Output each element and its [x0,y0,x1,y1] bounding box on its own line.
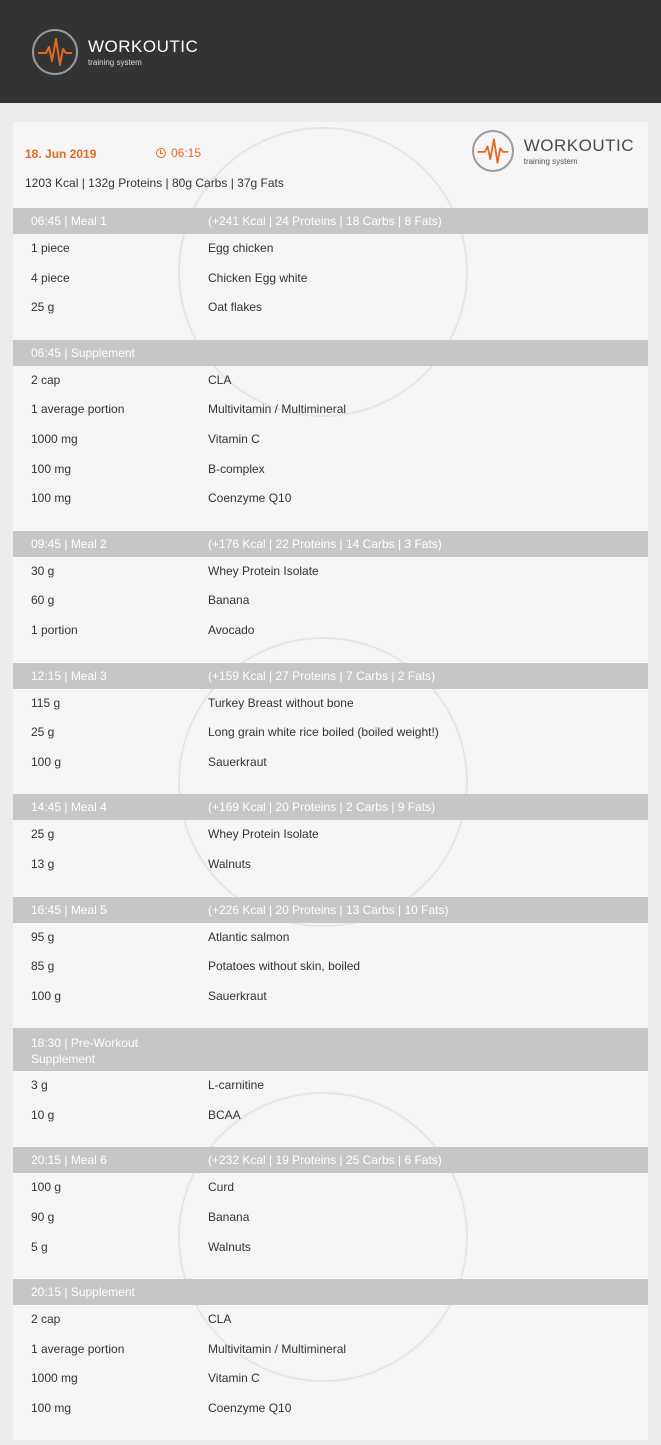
food-name: L-carnitine [208,1078,265,1093]
nutrition-plan-card [13,122,648,1440]
food-row [13,455,648,485]
food-name: Oat flakes [208,300,263,315]
meal-section-title: 06:45 | Meal 1 [31,214,107,228]
food-row [13,425,648,455]
food-name: B-complex [208,461,265,476]
food-amount: 85 g [31,959,55,974]
food-amount: 25 g [31,827,55,842]
meal-section-title: 16:45 | Meal 5 [31,902,107,917]
plan-time [156,146,201,160]
meal-section-title: 09:45 | Meal 2 [31,536,107,551]
food-name: Sauerkraut [208,988,267,1003]
meal-section [13,1147,648,1279]
food-name: Turkey Breast without bone [208,695,354,710]
food-name: Whey Protein Isolate [208,563,319,578]
meal-section [13,340,648,531]
food-row [13,689,648,719]
card-logo [472,130,634,172]
plan-time-value: 06:15 [171,146,202,160]
food-amount: 100 g [31,754,62,769]
meal-section-header [13,1279,648,1305]
meal-section-header [13,531,648,557]
food-row [13,1101,648,1131]
meal-section [13,1279,648,1440]
food-name: Banana [208,1210,250,1225]
meal-section-title: 20:15 | Supplement [31,1285,135,1300]
food-name: Vitamin C [208,1371,260,1386]
food-row [13,718,648,748]
food-name: Multivitamin / Multimineral [208,402,347,417]
app-header [0,0,661,103]
food-amount: 1 average portion [31,1341,125,1356]
food-row [13,1335,648,1365]
food-amount: 4 piece [31,270,70,285]
food-amount: 100 mg [31,461,72,476]
meal-section [13,208,648,340]
food-amount: 5 g [31,1239,48,1254]
meal-section [13,1028,648,1147]
food-name: Potatoes without skin, boiled [208,959,361,974]
food-row [13,395,648,425]
meal-section-title: 06:45 | Supplement [31,345,135,360]
meal-section [13,794,648,896]
food-amount: 60 g [31,593,55,608]
pulse-logo-icon [32,29,78,75]
brand-tagline: training system [88,58,142,67]
meal-section-header [13,794,648,820]
food-row [13,264,648,294]
food-name: Walnuts [208,1239,251,1254]
food-amount: 2 cap [31,1312,61,1327]
food-row [13,850,648,880]
food-row [13,1305,648,1335]
card-brand-name: WORKOUTIC [523,136,634,155]
food-name: Banana [208,593,250,608]
food-row [13,982,648,1012]
food-name: Atlantic salmon [208,929,290,944]
header-logo[interactable] [32,29,198,75]
meal-section-macros: (+159 Kcal | 27 Proteins | 7 Carbs | 2 Fats) [208,668,436,683]
food-name: Sauerkraut [208,754,267,769]
food-name: CLA [208,1312,232,1327]
food-amount: 13 g [31,856,55,871]
food-name: Avocado [208,622,255,637]
meal-section-title: 14:45 | Meal 4 [31,800,107,815]
food-amount: 1 average portion [31,402,125,417]
food-amount: 100 g [31,988,62,1003]
food-name: Chicken Egg white [208,270,308,285]
meal-section-macros: (+226 Kcal | 20 Proteins | 13 Carbs | 10 Fats) [208,902,449,917]
plan-totals: 1203 Kcal | 132g Proteins | 80g Carbs | 37g Fats [25,176,284,190]
meal-section-title: 20:15 | Meal 6 [31,1153,107,1168]
meal-list [13,208,648,1440]
meal-section [13,897,648,1029]
food-amount: 25 g [31,300,55,315]
food-name: Whey Protein Isolate [208,827,319,842]
food-row [13,484,648,514]
card-brand-tagline: training system [523,157,578,166]
meal-section-header [13,340,648,366]
meal-section [13,663,648,795]
food-row [13,952,648,982]
food-row [13,366,648,396]
food-name: Curd [208,1180,235,1195]
food-row [13,1394,648,1424]
food-amount: 3 g [31,1078,48,1093]
meal-section-title: 12:15 | Meal 3 [31,668,107,683]
food-row [13,748,648,778]
meal-section-header [13,663,648,689]
food-row [13,234,648,264]
food-name: Coenzyme Q10 [208,491,292,506]
meal-section-header [13,1028,648,1071]
meal-section-header [13,208,648,234]
meal-section-header [13,897,648,923]
food-amount: 90 g [31,1210,55,1225]
food-amount: 25 g [31,725,55,740]
food-amount: 1 piece [31,241,70,255]
food-amount: 10 g [31,1107,55,1122]
food-row [13,1173,648,1203]
food-amount: 1000 mg [31,1371,78,1386]
meal-section-macros: (+176 Kcal | 22 Proteins | 14 Carbs | 3 Fats) [208,536,442,551]
food-name: CLA [208,372,232,387]
food-amount: 115 g [31,695,61,710]
food-amount: 1000 mg [31,431,78,446]
plan-summary [13,122,648,208]
food-row [13,616,648,646]
food-name: Egg chicken [208,241,274,255]
food-name: Coenzyme Q10 [208,1401,292,1416]
food-amount: 30 g [31,563,55,578]
food-amount: 100 mg [31,1401,72,1416]
meal-section-macros: (+169 Kcal | 20 Proteins | 2 Carbs | 9 Fats) [208,800,436,815]
food-name: Vitamin C [208,431,260,446]
food-amount: 1 portion [31,622,78,637]
meal-section-macros: (+232 Kcal | 19 Proteins | 25 Carbs | 6 Fats) [208,1153,442,1168]
food-amount: 100 mg [31,491,72,506]
meal-section-header [13,1147,648,1173]
food-name: Walnuts [208,856,251,871]
food-row [13,1203,648,1233]
food-row [13,1233,648,1263]
food-row [13,293,648,323]
plan-date: 18. Jun 2019 [25,147,97,161]
food-amount: 2 cap [31,372,61,387]
meal-section-title: 18:30 | Pre-Workout Supplement [31,1036,138,1067]
food-name: BCAA [208,1107,241,1122]
food-row [13,923,648,953]
brand-name: WORKOUTIC [88,37,199,56]
food-name: Long grain white rice boiled (boiled weight!) [208,725,439,740]
food-row [13,1364,648,1394]
food-row [13,586,648,616]
pulse-logo-icon [472,130,514,172]
food-row [13,557,648,587]
meal-section [13,531,648,663]
food-name: Multivitamin / Multimineral [208,1341,347,1356]
alarm-clock-icon [156,148,166,158]
food-row [13,1071,648,1101]
meal-section-macros: (+241 Kcal | 24 Proteins | 18 Carbs | 8 Fats) [208,214,442,228]
food-amount: 95 g [31,929,55,944]
food-row [13,820,648,850]
food-amount: 100 g [31,1180,62,1195]
